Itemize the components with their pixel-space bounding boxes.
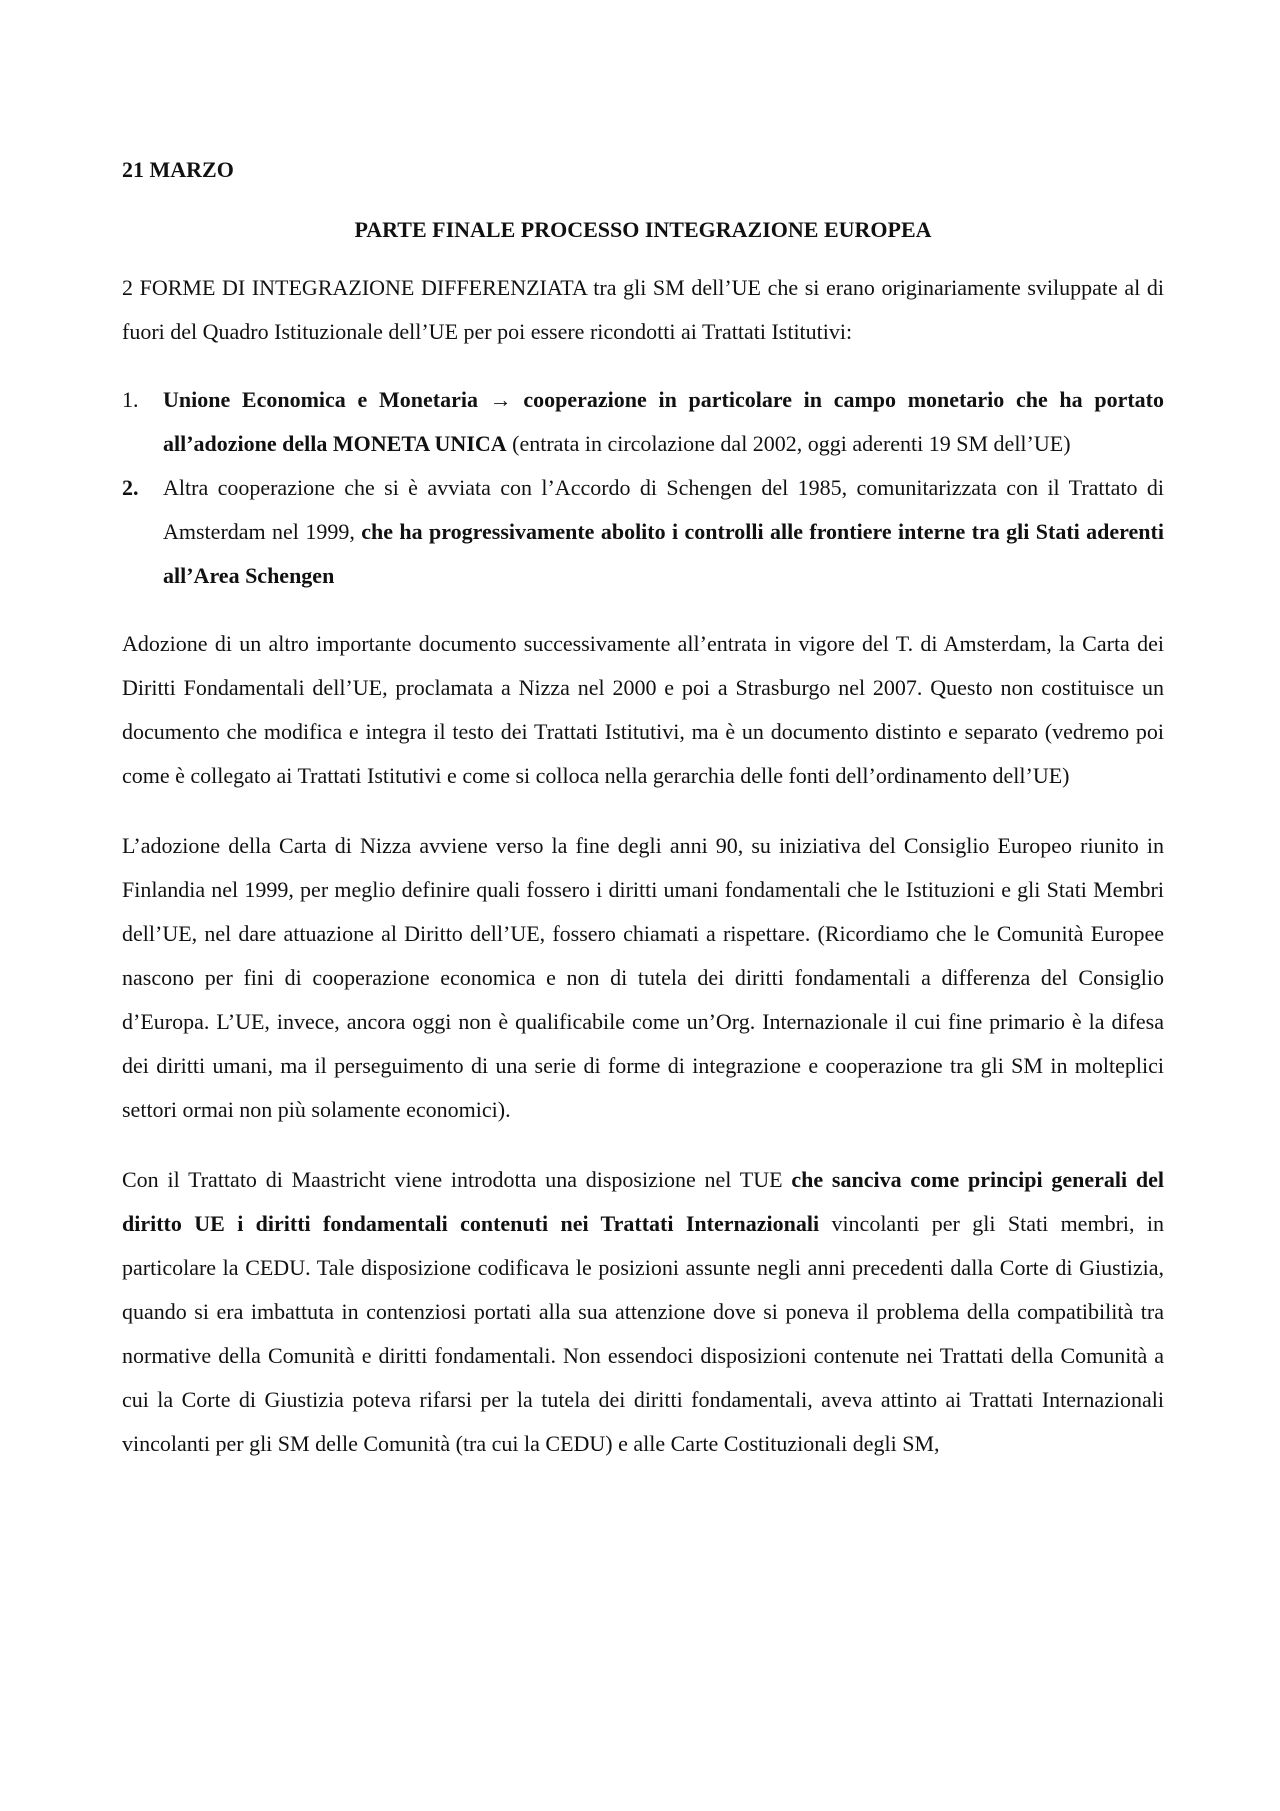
bold-text: che sanciva come principi generali del diritto UE i diritti fondamentali contenuti nei Trattati Internazionali	[122, 1167, 1165, 1236]
list-number: 2.	[122, 475, 139, 500]
list-number: 1.	[122, 387, 139, 412]
intro-paragraph: 2 FORME DI INTEGRAZIONE DIFFERENZIATA tra gli SM dell’UE che si erano originariamente sviluppate al di fuori del Quadro Istituzionale dell’UE per poi essere ricondotti ai Trattati Istitutivi:	[122, 275, 1164, 344]
nizza-paragraph: L’adozione della Carta di Nizza avviene verso la fine degli anni 90, su iniziativa del Consiglio Europeo riunito in Finlandia nel 1999, per meglio definire quali fossero i diritti umani fondamentali che le Istituzioni e gli Stati Membri dell’UE, nel dare attuazione al Diritto dell’UE, fossero chiamati a rispettare. (Ricordiamo che le Comunità Europee nascono per fini di cooperazione economica e non di tutela dei diritti fondamentali a differenza del Consiglio d’Europa. L’UE, invece, ancora oggi non è qualificabile come un’Org. Internazionale il cui fine primario è la difesa dei diritti umani, ma il perseguimento di una serie di forme di integrazione e cooperazione tra gli SM in molteplici settori ormai non più solamente economici).	[122, 833, 1164, 1122]
bold-text: Unione Economica e Monetaria	[163, 387, 478, 412]
list-item	[122, 378, 1164, 466]
paragraph-text: Con il Trattato di Maastricht viene introdotta una disposizione nel TUE	[122, 1167, 792, 1192]
date-heading: 21 MARZO	[122, 157, 234, 182]
arrow-right-icon: →	[489, 387, 512, 412]
bold-text: che ha progressivamente abolito i controlli alle frontiere interne tra gli Stati aderenti all’Area Schengen	[163, 519, 1164, 588]
list-item	[122, 466, 1164, 598]
list-text: Altra cooperazione che si è avviata con l’Accordo di Schengen del 1985, comunitarizzata con il Trattato di Amsterdam nel 1999,	[163, 475, 1164, 544]
section-title: PARTE FINALE PROCESSO INTEGRAZIONE EUROPEA	[354, 217, 932, 242]
integration-forms-list	[122, 378, 1164, 598]
list-text: (entrata in circolazione dal 2002, oggi aderenti 19 SM dell’UE)	[506, 431, 1071, 456]
paragraph-text: vincolanti per gli Stati membri, in particolare la CEDU. Tale disposizione codificava le posizioni assunte negli anni precedenti dalla Corte di Giustizia, quando si era imbattuta in contenziosi portati alla sua attenzione dove si poneva il problema della compatibilità tra normative della Comunità e diritti fondamentali. Non essendoci disposizioni contenute nei Trattati della Comunità a cui la Corte di Giustizia poteva rifarsi per la tutela dei diritti fondamentali, aveva attinto ai Trattati Internazionali vincolanti per gli SM delle Comunità (tra cui la CEDU) e alle Carte Costituzionali degli SM,	[122, 1211, 1164, 1456]
carta-paragraph: Adozione di un altro importante documento successivamente all’entrata in vigore del T. di Amsterdam, la Carta dei Diritti Fondamentali dell’UE, proclamata a Nizza nel 2000 e poi a Strasburgo nel 2007. Questo non costituisce un documento che modifica e integra il testo dei Trattati Istitutivi, ma è un documento distinto e separato (vedremo poi come è collegato ai Trattati Istitutivi e come si colloca nella gerarchia delle fonti dell’ordinamento dell’UE)	[122, 631, 1164, 788]
document-page	[122, 150, 1164, 1466]
bold-text: cooperazione in particolare in campo monetario che ha portato all’adozione della MONETA UNICA	[163, 387, 1165, 456]
maastricht-paragraph	[122, 1158, 1164, 1466]
